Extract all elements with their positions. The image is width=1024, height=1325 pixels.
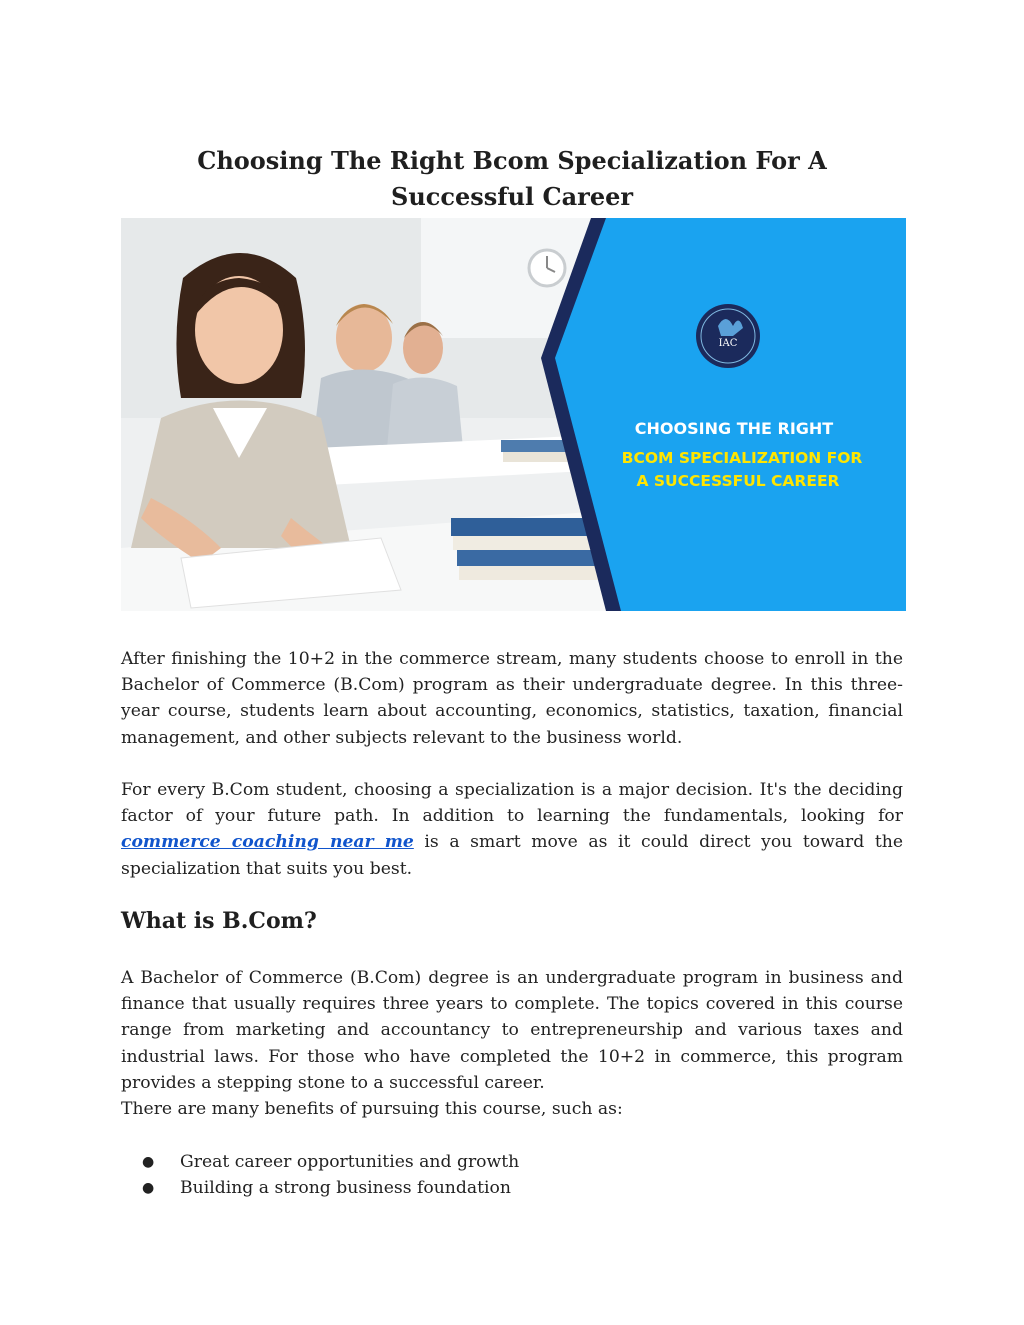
list-item: [142, 1149, 519, 1175]
section-heading-bcom: What is B.Com?: [121, 908, 317, 934]
banner-line-2: BCOM SPECIALIZATION FOR: [621, 449, 863, 467]
list-item: [142, 1175, 519, 1201]
list-item-text: Building a strong business foundation: [180, 1178, 511, 1199]
page-title: [150, 143, 874, 215]
benefits-intro: There are many benefits of pursuing this course, such as:: [121, 1099, 623, 1119]
title-line-2: Successful Career: [390, 182, 634, 211]
commerce-coaching-link[interactable]: commerce coaching near me: [121, 832, 414, 853]
list-item-text: Great career opportunities and growth: [180, 1152, 520, 1172]
bullet-icon: ●: [142, 1154, 155, 1170]
bullet-icon: ●: [142, 1180, 155, 1197]
logo-text: IAC: [718, 338, 738, 349]
title-line-1: Choosing The Right Bcom Specialization For A: [197, 146, 827, 175]
specialization-paragraph: [121, 777, 903, 882]
para2-before: For every B.Com student, choosing a specialization is a major decision. It's the deciding factor of your future path. In addition to learning the fundamentals, looking for: [121, 780, 903, 827]
banner-line-3: A SUCCESSFUL CAREER: [636, 472, 840, 490]
bcom-paragraph: A Bachelor of Commerce (B.Com) degree is an undergraduate program in business and finance that usually requires three years to complete. The topics covered in this course range from marketing and accountancy to entrepreneurship and various taxes and industrial laws. For those who have completed the 10+2 in commerce, this program provides a stepping stone to a successful career.: [121, 968, 903, 1093]
hero-image: [121, 218, 906, 611]
benefits-list: [142, 1149, 519, 1201]
para2-after: is a smart move as it could direct you toward the specialization that suits you best.: [121, 832, 903, 879]
intro-paragraph: After finishing the 10+2 in the commerce stream, many students choose to enroll in the Bachelor of Commerce (B.Com) program as their undergraduate degree. In this three-year course, students learn about accounting, economics, statistics, taxation, financial management, and other subjects relevant to the business world.: [121, 649, 903, 748]
banner-line-1: CHOOSING THE RIGHT: [634, 419, 834, 438]
